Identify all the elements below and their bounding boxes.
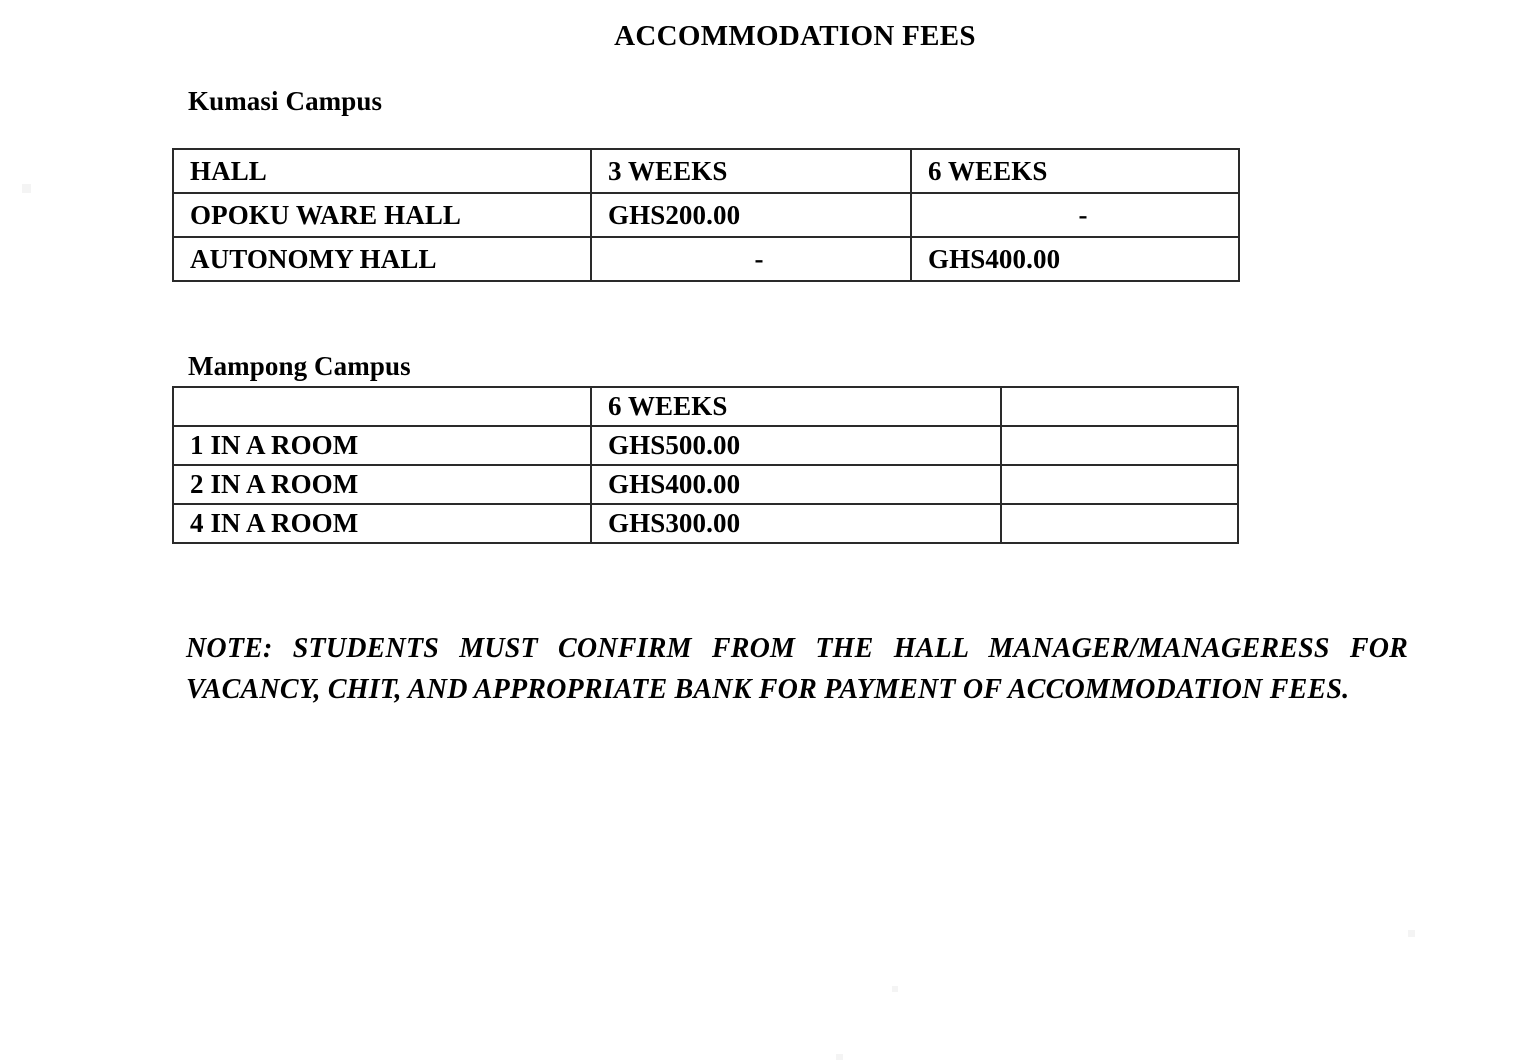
kumasi-campus-fees-table <box>172 148 1240 282</box>
column-header-empty-right <box>1001 387 1238 426</box>
cell-occupancy: 2 IN A ROOM <box>173 465 591 504</box>
cell-6-weeks-fee: GHS500.00 <box>591 426 1001 465</box>
cell-empty <box>1001 426 1238 465</box>
column-header-3-weeks: 3 WEEKS <box>591 149 911 193</box>
note-paragraph: NOTE: STUDENTS MUST CONFIRM FROM THE HALL MANAGER/MANAGERESS FOR VACANCY, CHIT, AND APPROPRIATE BANK FOR PAYMENT OF ACCOMMODATION FEES. <box>186 633 1408 705</box>
cell-6-weeks-fee: GHS400.00 <box>591 465 1001 504</box>
cell-6-weeks-fee: GHS300.00 <box>591 504 1001 543</box>
table-row <box>173 504 1238 543</box>
cell-empty <box>1001 504 1238 543</box>
document-title: ACCOMMODATION FEES <box>614 20 976 52</box>
cell-occupancy: 1 IN A ROOM <box>173 426 591 465</box>
table-header-row <box>173 387 1238 426</box>
scan-speckle <box>836 1054 843 1060</box>
cell-3-weeks-fee: GHS200.00 <box>591 193 911 237</box>
scan-speckle <box>22 184 31 193</box>
section-heading-mampong-campus: Mampong Campus <box>188 351 411 381</box>
section-heading-kumasi-campus: Kumasi Campus <box>188 86 383 116</box>
column-header-6-weeks: 6 WEEKS <box>911 149 1239 193</box>
mampong-campus-fees-table <box>172 386 1239 544</box>
cell-6-weeks-fee: GHS400.00 <box>911 237 1239 281</box>
scan-speckle <box>892 986 898 992</box>
cell-empty <box>1001 465 1238 504</box>
column-header-6-weeks: 6 WEEKS <box>591 387 1001 426</box>
table-row <box>173 237 1239 281</box>
table-row <box>173 426 1238 465</box>
table-row <box>173 465 1238 504</box>
cell-hall-name: AUTONOMY HALL <box>173 237 591 281</box>
cell-occupancy: 4 IN A ROOM <box>173 504 591 543</box>
cell-3-weeks-fee: - <box>591 237 911 281</box>
column-header-hall: HALL <box>173 149 591 193</box>
cell-6-weeks-fee: - <box>911 193 1239 237</box>
table-header-row <box>173 149 1239 193</box>
cell-hall-name: OPOKU WARE HALL <box>173 193 591 237</box>
table-row <box>173 193 1239 237</box>
scan-speckle <box>1408 930 1415 937</box>
column-header-empty <box>173 387 591 426</box>
